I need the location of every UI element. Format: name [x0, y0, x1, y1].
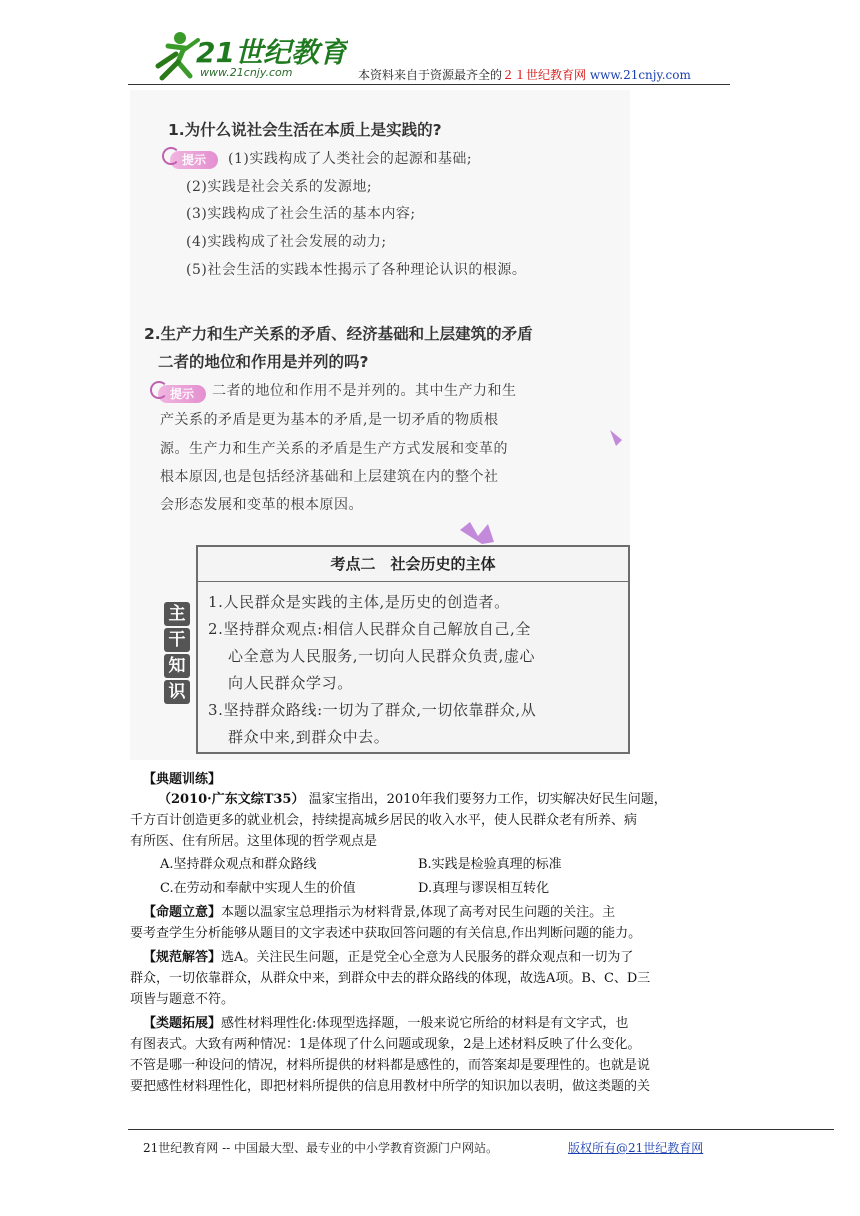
- question-1-hint-line: (1)实践构成了人类社会的起源和基础;: [228, 151, 473, 167]
- keypoint-line: 群众中来,到群众中去。: [228, 728, 390, 746]
- extend-text: 感性材料理性化:体现型选择题，一般来说它所给的材料是有文字式，也: [221, 1016, 629, 1031]
- intent-paragraph-line: 要考查学生分析能够从题目的文字表述中获取回答问题的有关信息,作出判断问题的能力。: [130, 926, 642, 941]
- question-2-hint-line: 产关系的矛盾是更为基本的矛盾,是一切矛盾的物质根: [160, 412, 499, 428]
- side-label-char: 知: [164, 654, 190, 678]
- question-2-hint-line: 会形态发展和变革的根本原因。: [160, 497, 363, 513]
- header-note: [358, 66, 691, 83]
- option-d: D.真理与谬误相互转化: [418, 881, 550, 896]
- exercise-stem-text: 温家宝指出，2010年我们要努力工作，切实解决好民生问题，: [308, 792, 667, 807]
- keypoint-line: 1.人民群众是实践的主体,是历史的创造者。: [208, 593, 510, 611]
- keypoint-line: 3.坚持群众路线:一切为了群众,一切依靠群众,从: [208, 701, 537, 719]
- question-2-title: 二者的地位和作用是并列的吗?: [158, 353, 369, 371]
- answer-label: 【规范解答】: [143, 950, 222, 965]
- exercise-heading: 【典题训练】: [143, 772, 222, 787]
- side-label-char: 干: [164, 628, 190, 652]
- side-label-main-knowledge: [164, 600, 194, 730]
- hint-badge-label: 提示: [170, 151, 218, 169]
- keypoint-line: 心全意为人民服务,一切向人民群众负责,虚心: [228, 647, 536, 665]
- keypoint-line: 向人民群众学习。: [228, 674, 353, 692]
- side-label-char: 识: [164, 680, 190, 704]
- answer-paragraph-line: 群众，一切依靠群众，从群众中来，到群众中去的群众路线的体现，故选A项。B、C、D三: [130, 971, 651, 986]
- option-b: B.实践是检验真理的标准: [418, 857, 562, 872]
- exercise-stem-line: [158, 788, 667, 807]
- question-1-hint-line: (3)实践构成了社会生活的基本内容;: [186, 206, 416, 222]
- question-1-title: 1.为什么说社会生活在本质上是实践的?: [168, 121, 442, 139]
- question-2-title: 2.生产力和生产关系的矛盾、经济基础和上层建筑的矛盾: [144, 325, 533, 343]
- footer-copyright-link[interactable]: 版权所有@21世纪教育网: [568, 1141, 704, 1155]
- answer-text: 选A。关注民生问题，正是党全心全意为人民服务的群众观点和一切为了: [221, 950, 634, 965]
- exercise-stem-line: 有所医、住有所居。这里体现的哲学观点是: [130, 834, 378, 849]
- extend-paragraph-line: 不管是哪一种设问的情况，材料所提供的材料都是感性的，而答案却是要理性的。也就是说: [130, 1058, 651, 1073]
- option-a: A.坚持群众观点和群众路线: [160, 857, 317, 872]
- extend-paragraph-line: 要把感性材料理性化，即把材料所提供的信息用教材中所学的知识加以表明，做这类题的关: [130, 1079, 651, 1094]
- answer-paragraph-line: 项皆与题意不符。: [130, 992, 235, 1007]
- watermark-overlay: [420, 420, 720, 800]
- extend-paragraph-line: 有图表式。大致有两种情况：1是体现了什么问题或现象，2是上述材料反映了什么变化。: [130, 1037, 641, 1052]
- question-1-hint-line: (4)实践构成了社会发展的动力;: [186, 234, 387, 250]
- keypoint-line: 2.坚持群众观点:相信人民群众自己解放自己,全: [208, 620, 531, 638]
- extend-paragraph-line: [143, 1012, 628, 1031]
- intent-text: 本题以温家宝总理指示为材料背景,体现了高考对民生问题的关注。主: [221, 905, 616, 920]
- footer-site-description: 21世纪教育网 -- 中国最大型、最专业的中小学教育资源门户网站。: [143, 1141, 499, 1155]
- header-note-url[interactable]: www.21cnjy.com: [589, 68, 691, 82]
- exercise-stem-line: 千方百计创造更多的就业机会，持续提高城乡居民的收入水平，使人民群众老有所养、病: [130, 813, 638, 828]
- header-note-prefix: 本资料来自于资源最齐全的: [358, 68, 503, 82]
- intent-paragraph-line: [143, 901, 615, 920]
- answer-paragraph-line: [143, 946, 633, 965]
- intent-label: 【命题立意】: [143, 905, 222, 920]
- question-2-hint-line: 源。生产力和生产关系的矛盾是生产方式发展和变革的: [160, 441, 508, 457]
- site-logo: [138, 26, 348, 84]
- exercise-source: （2010·广东文综T35）: [158, 792, 305, 807]
- question-1-hint-line: (5)社会生活的实践本性揭示了各种理论认识的根源。: [186, 262, 527, 278]
- question-2-hint-line: 根本原因,也是包括经济基础和上层建筑在内的整个社: [160, 469, 499, 485]
- logo-url: www.21cnjy.com: [200, 66, 293, 79]
- hint-badge-label: 提示: [158, 385, 206, 403]
- logo-text: 21世纪教育: [196, 36, 347, 69]
- side-label-char: 主: [164, 602, 190, 626]
- extend-label: 【类题拓展】: [143, 1016, 222, 1031]
- header-note-brand: ２１世纪教育网: [502, 68, 587, 82]
- keypoint-title: 考点二 社会历史的主体: [198, 547, 628, 582]
- header-divider: [128, 84, 730, 85]
- option-c: C.在劳动和奉献中实现人生的价值: [160, 881, 356, 896]
- question-2-hint-line: 二者的地位和作用不是并列的。其中生产力和生: [212, 383, 517, 399]
- question-1-hint-line: (2)实践是社会关系的发源地;: [186, 179, 373, 195]
- question-1-hint-badge: [170, 149, 218, 169]
- question-2-hint-badge: [158, 383, 206, 403]
- footer-divider: [128, 1129, 834, 1130]
